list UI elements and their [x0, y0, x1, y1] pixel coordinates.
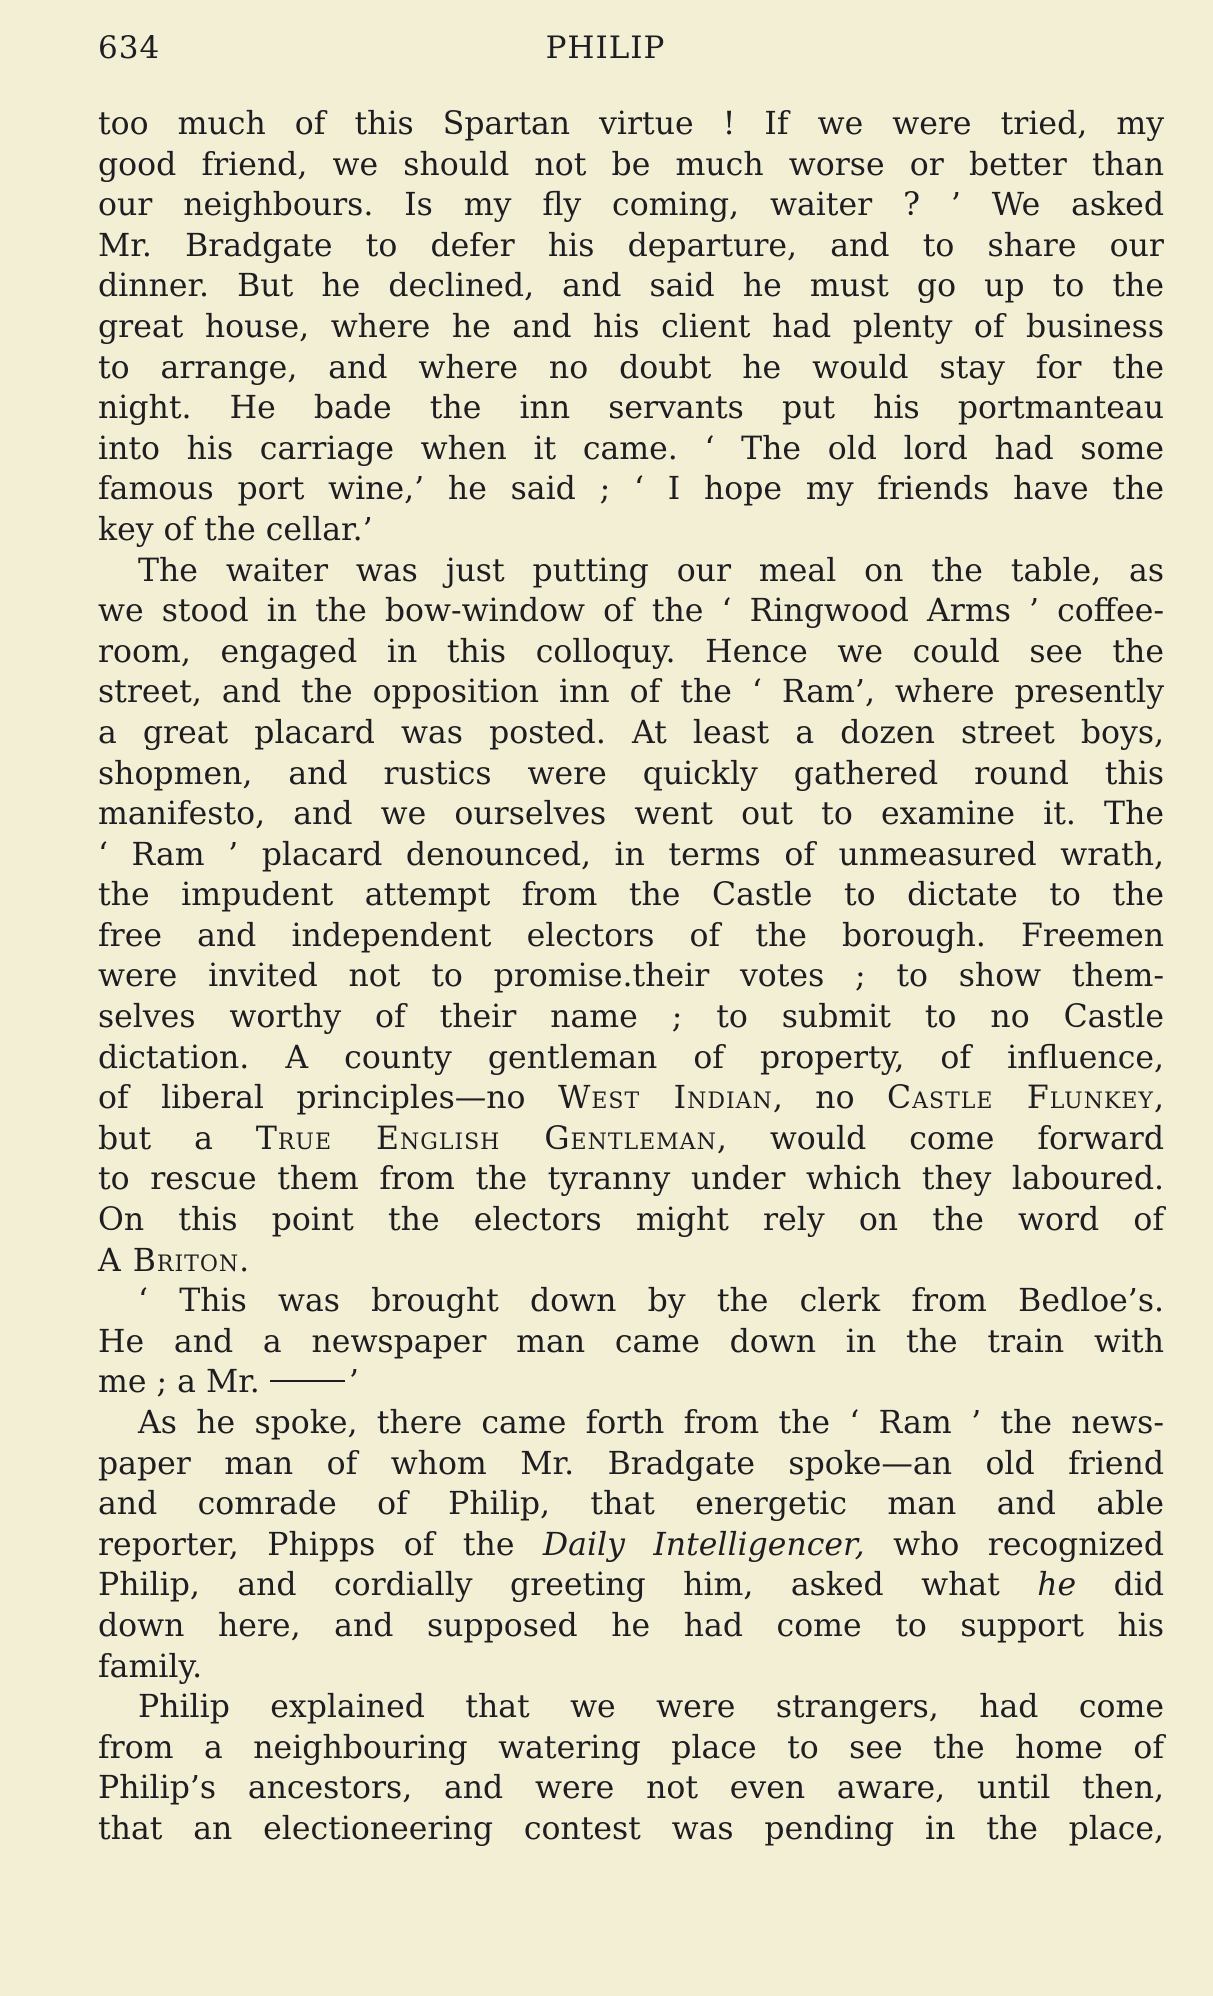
- page-number: 634: [98, 30, 161, 66]
- text-line: down here, and supposed he had come to support his: [98, 1607, 1164, 1644]
- text-line: a great placard was posted. At least a dozen street boys,: [98, 714, 1164, 751]
- small-caps-phrase: Castle Flunkey: [887, 1080, 1154, 1117]
- text-line: famous port wine,’ he said ; ‘ I hope my friends have the: [98, 471, 1164, 508]
- text-line: Philip’s ancestors, and were not even aware, until then,: [98, 1770, 1164, 1807]
- text-line: great house, where he and his client had plenty of business: [98, 308, 1164, 345]
- text-line: key of the cellar.’: [98, 511, 373, 548]
- paragraph-5: [98, 1687, 1164, 1849]
- text-line: me ; a Mr. ’: [98, 1364, 359, 1401]
- text-line: On this point the electors might rely on the word of: [98, 1202, 1164, 1239]
- text-line: As he spoke, there came forth from the ‘ Ram ’ the news-: [138, 1405, 1164, 1441]
- paragraph-2: [98, 551, 1164, 1282]
- text-line: good friend, we should not be much worse or better than: [98, 146, 1164, 183]
- text-line: He and a newspaper man came down in the train with: [98, 1323, 1164, 1360]
- italic-word: he: [1037, 1567, 1077, 1604]
- text-line: shopmen, and rustics were quickly gathered round this: [98, 755, 1164, 792]
- text-line: ‘ This was brought down by the clerk from Bedloe’s.: [138, 1283, 1164, 1320]
- text-line: night. He bade the inn servants put his portmanteau: [98, 390, 1164, 427]
- small-caps-phrase: West Indian: [558, 1080, 773, 1117]
- text-line: Philip, and cordially greeting him, asked what he did: [98, 1567, 1165, 1604]
- text-line: our neighbours. Is my fly coming, waiter ? ’ We asked: [98, 187, 1164, 224]
- page-header: [98, 30, 1113, 74]
- text-line: selves worthy of their name ; to submit to no Castle: [98, 999, 1164, 1036]
- text-line: Philip explained that we were strangers, had come: [138, 1689, 1164, 1726]
- text-line: manifesto, and we ourselves went out to examine it. The: [98, 796, 1164, 833]
- text-line: we stood in the bow-window of the ‘ Ringwood Arms ’ coffee-: [98, 593, 1164, 630]
- em-rule: [270, 1380, 345, 1382]
- paragraph-1: [98, 104, 1164, 551]
- text-line: that an electioneering contest was pending in the place,: [98, 1810, 1164, 1847]
- text-line: paper man of whom Mr. Bradgate spoke—an old friend: [98, 1445, 1164, 1482]
- text-line: into his carriage when it came. ‘ The old lord had some: [98, 430, 1164, 467]
- paragraph-3: [98, 1281, 1164, 1403]
- paragraph-4: [98, 1403, 1164, 1687]
- text-line: and comrade of Philip, that energetic man and able: [98, 1486, 1164, 1523]
- text-line: dictation. A county gentleman of property, of influence,: [98, 1039, 1164, 1076]
- text-line: ‘ Ram ’ placard denounced, in terms of unmeasured wrath,: [98, 836, 1164, 873]
- text-line: street, and the opposition inn of the ‘ Ram’, where presently: [98, 674, 1164, 711]
- text-line: to arrange, and where no doubt he would stay for the: [98, 349, 1164, 386]
- text-line: The waiter was just putting our meal on the table, as: [138, 552, 1164, 589]
- text-line: room, engaged in this colloquy. Hence we could see the: [98, 633, 1164, 670]
- signature-line: A Briton.: [98, 1242, 251, 1279]
- text-line: the impudent attempt from the Castle to dictate to the: [98, 877, 1164, 914]
- small-caps-phrase: True English Gentleman: [255, 1120, 717, 1157]
- text-line: free and independent electors of the borough. Freemen: [98, 917, 1164, 954]
- running-title: PHILIP: [545, 30, 666, 66]
- italic-title: Daily Intelligencer,: [542, 1526, 865, 1563]
- text-line: but a True English Gentleman, would come forward: [98, 1120, 1164, 1157]
- text-line: of liberal principles—no West Indian, no Castle Flunkey,: [98, 1080, 1164, 1117]
- text-line: too much of this Spartan virtue ! If we were tried, my: [98, 106, 1164, 142]
- text-line: dinner. But he declined, and said he must go up to the: [98, 268, 1164, 305]
- text-line: Mr. Bradgate to defer his departure, and to share our: [98, 227, 1164, 264]
- text-line: reporter, Phipps of the Daily Intelligencer, who recognized: [98, 1526, 1164, 1563]
- text-line: were invited not to promise.their votes ; to show them-: [98, 958, 1164, 995]
- text-line: family.: [98, 1648, 203, 1685]
- body-text: [98, 104, 1164, 1850]
- text-line: from a neighbouring watering place to see the home of: [98, 1729, 1164, 1766]
- text-line: to rescue them from the tyranny under which they laboured.: [98, 1161, 1164, 1198]
